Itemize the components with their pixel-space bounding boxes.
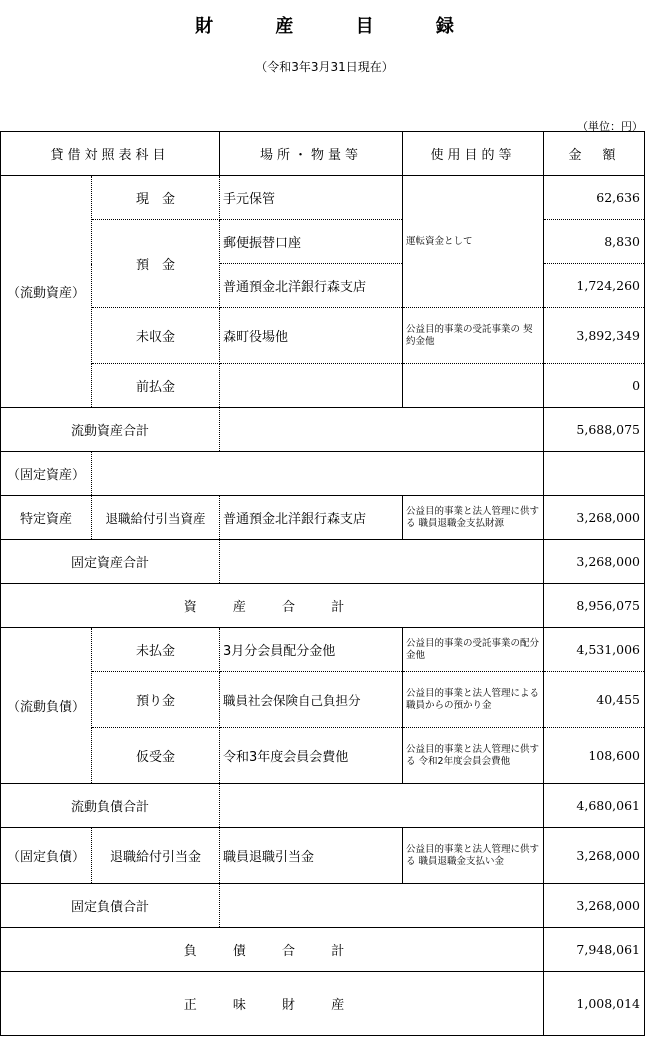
retirement-asset-location: 普通預金北洋銀行森支店 <box>220 496 403 540</box>
fixed-liabilities-total-label: 固定負債合計 <box>1 884 220 928</box>
unearned-label: 仮受金 <box>92 728 220 784</box>
unearned-purpose: 公益目的事業と法人管理に供する 令和2年度会員会費他 <box>403 728 544 784</box>
cash-amount: 62,636 <box>544 176 645 220</box>
prepaid-purpose <box>403 364 544 408</box>
unit-label: （単位：円） <box>577 120 643 133</box>
deposit-label: 預 金 <box>92 220 220 308</box>
deposits-received-amount: 40,455 <box>544 672 645 728</box>
receivable-location: 森町役場他 <box>220 308 403 364</box>
current-liabilities-group: （流動負債） <box>1 628 92 784</box>
assets-total-amount: 8,956,075 <box>544 584 645 628</box>
retirement-asset-amount: 3,268,000 <box>544 496 645 540</box>
fixed-assets-group: （固定資産） <box>1 452 92 496</box>
header-amount: 金 額 <box>568 148 620 163</box>
current-assets-total-amount: 5,688,075 <box>544 408 645 452</box>
retirement-liability-label: 退職給付引当金 <box>92 828 220 884</box>
document-date: （令和3年3月31日現在） <box>255 60 394 74</box>
deposits-received-location: 職員社会保険自己負担分 <box>220 672 403 728</box>
retirement-liability-location: 職員退職引当金 <box>220 828 403 884</box>
retirement-liability-purpose: 公益目的事業と法人管理に供する 職員退職金支払い金 <box>403 828 544 884</box>
receivable-label: 未収金 <box>92 308 220 364</box>
cash-location: 手元保管 <box>220 176 403 220</box>
fixed-assets-total-label: 固定資産合計 <box>1 540 220 584</box>
current-liabilities-total-label: 流動負債合計 <box>1 784 220 828</box>
liabilities-total-amount: 7,948,061 <box>544 928 645 972</box>
retirement-asset-purpose: 公益目的事業と法人管理に供する 職員退職金支払財源 <box>403 496 544 540</box>
document-title: 財 産 目 録 <box>195 16 482 37</box>
fixed-liabilities-group: （固定負債） <box>1 828 92 884</box>
header-purpose: 使用目的等 <box>403 132 544 176</box>
liabilities-total-label: 負 債 合 計 <box>1 928 544 972</box>
retirement-asset-label: 退職給付引当資産 <box>92 496 220 540</box>
deposit1-location: 郵便振替口座 <box>220 220 403 264</box>
unearned-location: 令和3年度会員会費他 <box>220 728 403 784</box>
prepaid-location <box>220 364 403 408</box>
deposit2-location: 普通預金北洋銀行森支店 <box>220 264 403 308</box>
payable-location: 3月分会員配分金他 <box>220 628 403 672</box>
header-account: 貸借対照表科目 <box>1 132 220 176</box>
current-assets-total-label: 流動資産合計 <box>1 408 220 452</box>
current-assets-group: （流動資産） <box>1 176 92 408</box>
receivable-purpose: 公益目的事業の受託事業の 契約金他 <box>403 308 544 364</box>
deposits-received-label: 預り金 <box>92 672 220 728</box>
specific-assets-label: 特定資産 <box>1 496 92 540</box>
deposit2-amount: 1,724,260 <box>544 264 645 308</box>
prepaid-amount: 0 <box>544 364 645 408</box>
deposit-purpose: 運転資金として <box>403 176 544 308</box>
assets-total-label: 資 産 合 計 <box>1 584 544 628</box>
payable-purpose: 公益目的事業の受託事業の配分金他 <box>403 628 544 672</box>
retirement-liability-amount: 3,268,000 <box>544 828 645 884</box>
deposits-received-purpose: 公益目的事業と法人管理による職員からの預かり金 <box>403 672 544 728</box>
prepaid-label: 前払金 <box>92 364 220 408</box>
net-assets-amount: 1,008,014 <box>544 972 645 1036</box>
deposit1-amount: 8,830 <box>544 220 645 264</box>
unearned-amount: 108,600 <box>544 728 645 784</box>
header-location: 場所・物量等 <box>220 132 403 176</box>
receivable-amount: 3,892,349 <box>544 308 645 364</box>
current-liabilities-total-amount: 4,680,061 <box>544 784 645 828</box>
net-assets-label: 正 味 財 産 <box>1 972 544 1036</box>
fixed-assets-total-amount: 3,268,000 <box>544 540 645 584</box>
payable-label: 未払金 <box>92 628 220 672</box>
fixed-liabilities-total-amount: 3,268,000 <box>544 884 645 928</box>
cash-label: 現 金 <box>92 176 220 220</box>
payable-amount: 4,531,006 <box>544 628 645 672</box>
property-inventory-table <box>0 131 645 1036</box>
